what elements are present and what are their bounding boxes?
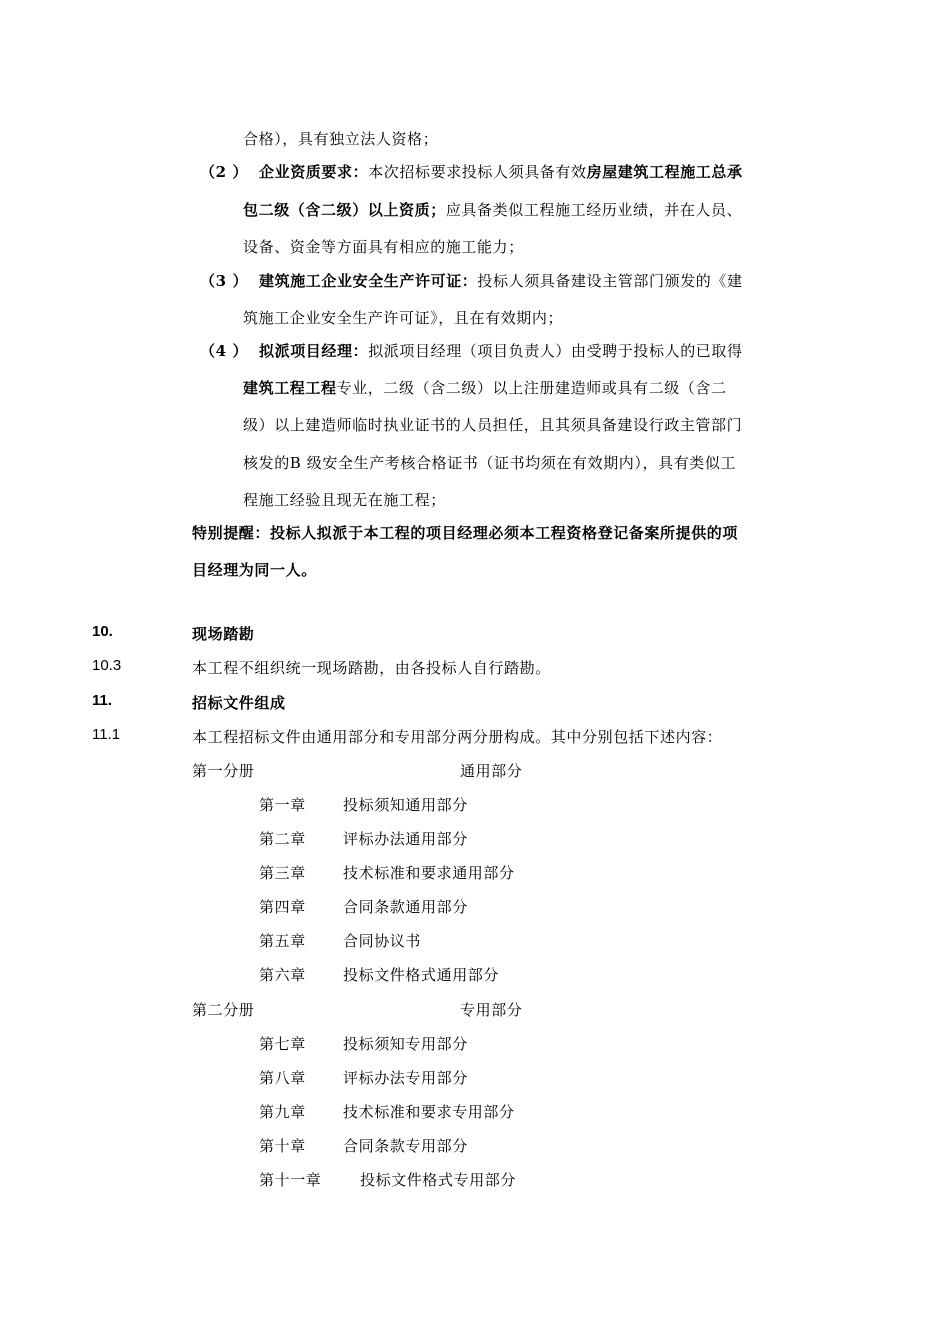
continued-line: 合格），具有独立法人资格； xyxy=(243,130,439,148)
chapter-title: 合同条款通用部分 xyxy=(343,898,468,916)
volume-1-part: 通用部分 xyxy=(460,762,523,780)
section-10-3-number: 10.3 xyxy=(92,657,122,674)
volume-2-name: 第二分册 xyxy=(192,1001,255,1019)
item2-line1 xyxy=(259,161,743,182)
item3-line2: 筑施工企业安全生产许可证》，且在有效期内； xyxy=(243,309,564,327)
chapter-number: 第七章 xyxy=(259,1035,306,1053)
item2-line1-plain: 本次招标要求投标人须具备有效 xyxy=(368,163,587,181)
section-10-3-text: 本工程不组织统一现场踏勘，由各投标人自行踏勘。 xyxy=(192,659,551,677)
item2-line2 xyxy=(243,199,742,220)
item4-line2 xyxy=(243,377,727,398)
chapter-title: 评标办法专用部分 xyxy=(343,1069,468,1087)
item4-line5: 程施工经验且现无在施工程； xyxy=(243,491,446,509)
item2-line2-bold: 包二级（含二级）以上资质； xyxy=(243,201,446,219)
section-10-title: 现场踏勘 xyxy=(192,625,255,643)
item4-number: （4 ） xyxy=(200,342,249,360)
item4-line2-plain: 专业，二级（含二级）以上注册建造师或具有二级（含二 xyxy=(336,379,727,397)
section-11-1-text: 本工程招标文件由通用部分和专用部分两分册构成。其中分别包括下述内容： xyxy=(192,728,723,746)
item4-line3: 级）以上建造师临时执业证书的人员担任，且其须具备建设行政主管部门 xyxy=(243,416,743,434)
item4-line1-plain: 拟派项目经理（项目负责人）由受聘于投标人的已取得 xyxy=(368,342,743,360)
item2-line3: 设备、资金等方面具有相应的施工能力； xyxy=(243,238,524,256)
item3-title: 建筑施工企业安全生产许可证： xyxy=(259,272,478,290)
chapter-number: 第四章 xyxy=(259,898,306,916)
reminder-line1: 特别提醒：投标人拟派于本工程的项目经理必须本工程资格登记备案所提供的项 xyxy=(192,524,739,542)
chapter-title: 投标须知通用部分 xyxy=(343,796,468,814)
item2-number: （2 ） xyxy=(200,163,249,181)
item2-line2-plain: 应具备类似工程施工经历业绩，并在人员、 xyxy=(445,201,743,219)
volume-1-name: 第一分册 xyxy=(192,762,255,780)
chapter-number: 第九章 xyxy=(259,1103,306,1121)
section-11-title: 招标文件组成 xyxy=(192,694,286,712)
chapter-number: 第十一章 xyxy=(259,1171,322,1189)
item2-line1-bold: 房屋建筑工程施工总承 xyxy=(586,163,743,181)
section-11-1-number: 11.1 xyxy=(92,726,121,743)
chapter-title: 技术标准和要求通用部分 xyxy=(343,864,515,882)
item3-number: （3 ） xyxy=(200,272,249,290)
section-11-number: 11. xyxy=(92,692,113,709)
reminder-line2: 目经理为同一人。 xyxy=(192,561,317,579)
item3-line1 xyxy=(259,270,743,291)
chapter-number: 第五章 xyxy=(259,932,306,950)
chapter-title: 投标文件格式专用部分 xyxy=(360,1171,517,1189)
chapter-number: 第三章 xyxy=(259,864,306,882)
item4-line2-bold: 建筑工程工程 xyxy=(243,379,337,397)
chapter-number: 第十章 xyxy=(259,1137,306,1155)
item3-line1-plain: 投标人须具备建设主管部门颁发的《建 xyxy=(477,272,743,290)
chapter-number: 第一章 xyxy=(259,796,306,814)
item4-line1 xyxy=(259,340,743,361)
chapter-number: 第八章 xyxy=(259,1069,306,1087)
chapter-title: 合同条款专用部分 xyxy=(343,1137,468,1155)
chapter-title: 评标办法通用部分 xyxy=(343,830,468,848)
item4-title: 拟派项目经理： xyxy=(259,342,369,360)
section-10-number: 10. xyxy=(92,623,113,640)
chapter-title: 合同协议书 xyxy=(343,932,422,950)
chapter-title: 投标文件格式通用部分 xyxy=(343,966,500,984)
chapter-number: 第六章 xyxy=(259,966,306,984)
item2-title: 企业资质要求： xyxy=(259,163,369,181)
volume-2-part: 专用部分 xyxy=(460,1001,523,1019)
item4-line4: 核发的B 级安全生产考核合格证书（证书均须在有效期内），具有类似工 xyxy=(243,454,737,472)
chapter-number: 第二章 xyxy=(259,830,306,848)
chapter-title: 投标须知专用部分 xyxy=(343,1035,468,1053)
chapter-title: 技术标准和要求专用部分 xyxy=(343,1103,515,1121)
